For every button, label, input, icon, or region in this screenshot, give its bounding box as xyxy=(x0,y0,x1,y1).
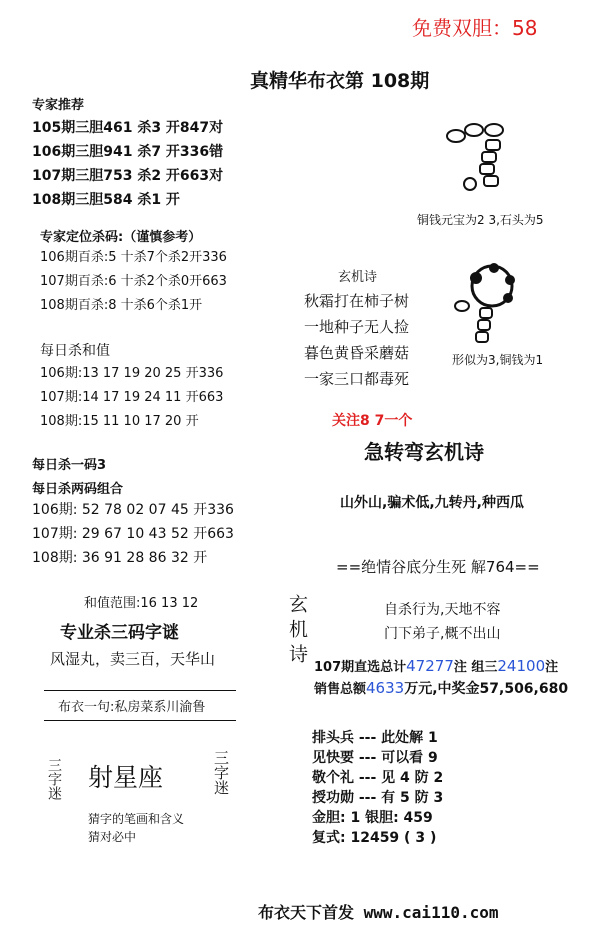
footer-site: 布衣天下首发 www.cai110.com xyxy=(258,903,499,922)
sheixing-riddle: 射星座 xyxy=(88,763,164,792)
poem-line: 一家三口都毒死 xyxy=(304,370,410,388)
buyi-sentence: 布衣一句:私房菜系川渝鲁 xyxy=(58,700,206,715)
expert-line: 105期三胆461 杀3 开847对 xyxy=(32,120,224,136)
sum-kill-line: 106期:13 17 19 20 25 开336 xyxy=(40,366,224,381)
position-kill-heading: 专家定位杀码:（谨慎参考） xyxy=(40,230,202,245)
xuanji-line: 自杀行为,天地不容 xyxy=(384,602,501,618)
hint-line: 复式: 12459 ( 3 ) xyxy=(312,830,437,846)
poem-line: 秋霜打在柿子树 xyxy=(304,292,410,310)
sales-line-1 xyxy=(314,656,558,675)
sum-kill-list xyxy=(40,362,223,434)
expert-list xyxy=(32,116,223,212)
coin-ring-icon xyxy=(450,262,530,346)
sales-text: 万元,中奖金57,506,680 xyxy=(404,681,569,697)
divider xyxy=(44,690,236,691)
expert-line: 108期三胆584 杀1 开 xyxy=(32,192,180,208)
poem-line: 暮色黄昏采蘑菇 xyxy=(304,344,410,362)
hint-line: 金胆: 1 银胆: 459 xyxy=(312,810,433,826)
position-kill-line: 106期百杀:5 十杀7个杀2开336 xyxy=(40,250,227,265)
jue-qing-line: ==绝情谷底分生死 解764== xyxy=(336,558,540,576)
san-zi-mi-left: 三字迷 xyxy=(46,758,62,800)
position-kill-line: 107期百杀:6 十杀2个杀0开663 xyxy=(40,274,227,289)
position-kill-list xyxy=(40,246,227,318)
coin-caption: 铜钱元宝为2 3,石头为5 xyxy=(417,213,544,227)
riddle-hint: 猜对必中 xyxy=(88,830,137,844)
riddle-hint: 猜字的笔画和含义 xyxy=(88,812,185,826)
riddle-text: 风湿丸，卖三百，天华山 xyxy=(50,650,216,668)
poem-heading: 玄机诗 xyxy=(338,270,378,285)
kill-two-line: 107期: 29 67 10 43 52 开663 xyxy=(32,526,234,542)
jizhuan-title: 急转弯玄机诗 xyxy=(364,440,484,464)
expert-line: 106期三胆941 杀7 开336错 xyxy=(32,144,224,160)
poem-line: 一地种子无人捡 xyxy=(304,318,410,336)
coin-caption: 形似为3,铜钱为1 xyxy=(452,353,544,367)
free-pick-badge: 免费双胆：58 xyxy=(412,16,538,40)
hint-line: 授功勋 --- 有 5 防 3 xyxy=(312,790,444,806)
sum-kill-line: 108期:15 11 10 17 20 开 xyxy=(40,414,199,429)
sales-text: 注 组三 xyxy=(453,660,498,675)
direct-total: 47277 xyxy=(406,657,454,675)
sum-range: 和值范围:16 13 12 xyxy=(84,596,199,611)
xuanji-line: 门下弟子,概不出山 xyxy=(384,626,501,642)
san-zi-mi-right: 三字迷 xyxy=(212,750,230,795)
focus-note: 关注8 7一个 xyxy=(332,413,413,429)
riddle-title: 专业杀三码字谜 xyxy=(60,623,179,643)
coin-ingot-icon xyxy=(438,118,528,198)
sales-text: 注 xyxy=(545,660,559,675)
jizhuan-line: 山外山,骗术低,九转丹,种西瓜 xyxy=(340,495,524,511)
kill-two-heading: 每日杀两码组合 xyxy=(32,482,124,497)
position-kill-line: 108期百杀:8 十杀6个杀1开 xyxy=(40,298,203,313)
kill-two-list xyxy=(32,498,234,570)
hint-list xyxy=(312,728,443,848)
page-title: 真精华布衣第 108期 xyxy=(250,70,430,92)
expert-line: 107期三胆753 杀2 开663对 xyxy=(32,168,224,184)
xuanji-lines xyxy=(384,598,500,646)
group-three-total: 24100 xyxy=(497,657,546,675)
kill-two-line: 106期: 52 78 02 07 45 开336 xyxy=(32,502,234,518)
sales-total: 4633 xyxy=(366,679,405,697)
kill-two-line: 108期: 36 91 28 86 32 开 xyxy=(32,550,208,566)
sum-kill-heading: 每日杀和值 xyxy=(40,343,110,359)
sales-text: 107期直选总计 xyxy=(314,660,407,675)
hint-line: 见快要 --- 可以看 9 xyxy=(312,750,438,766)
divider xyxy=(44,720,236,721)
hint-line: 排头兵 --- 此处解 1 xyxy=(312,730,438,746)
xuanji-vertical: 玄机诗 xyxy=(286,594,308,669)
hint-line: 敬个礼 --- 见 4 防 2 xyxy=(312,770,444,786)
expert-heading: 专家推荐 xyxy=(32,98,85,113)
sales-text: 销售总额 xyxy=(314,682,367,697)
sum-kill-line: 107期:14 17 19 24 11 开663 xyxy=(40,390,224,405)
poem-lines xyxy=(304,288,409,392)
sales-line-2 xyxy=(314,678,568,698)
kill-one-code: 每日杀一码3 xyxy=(32,458,107,473)
